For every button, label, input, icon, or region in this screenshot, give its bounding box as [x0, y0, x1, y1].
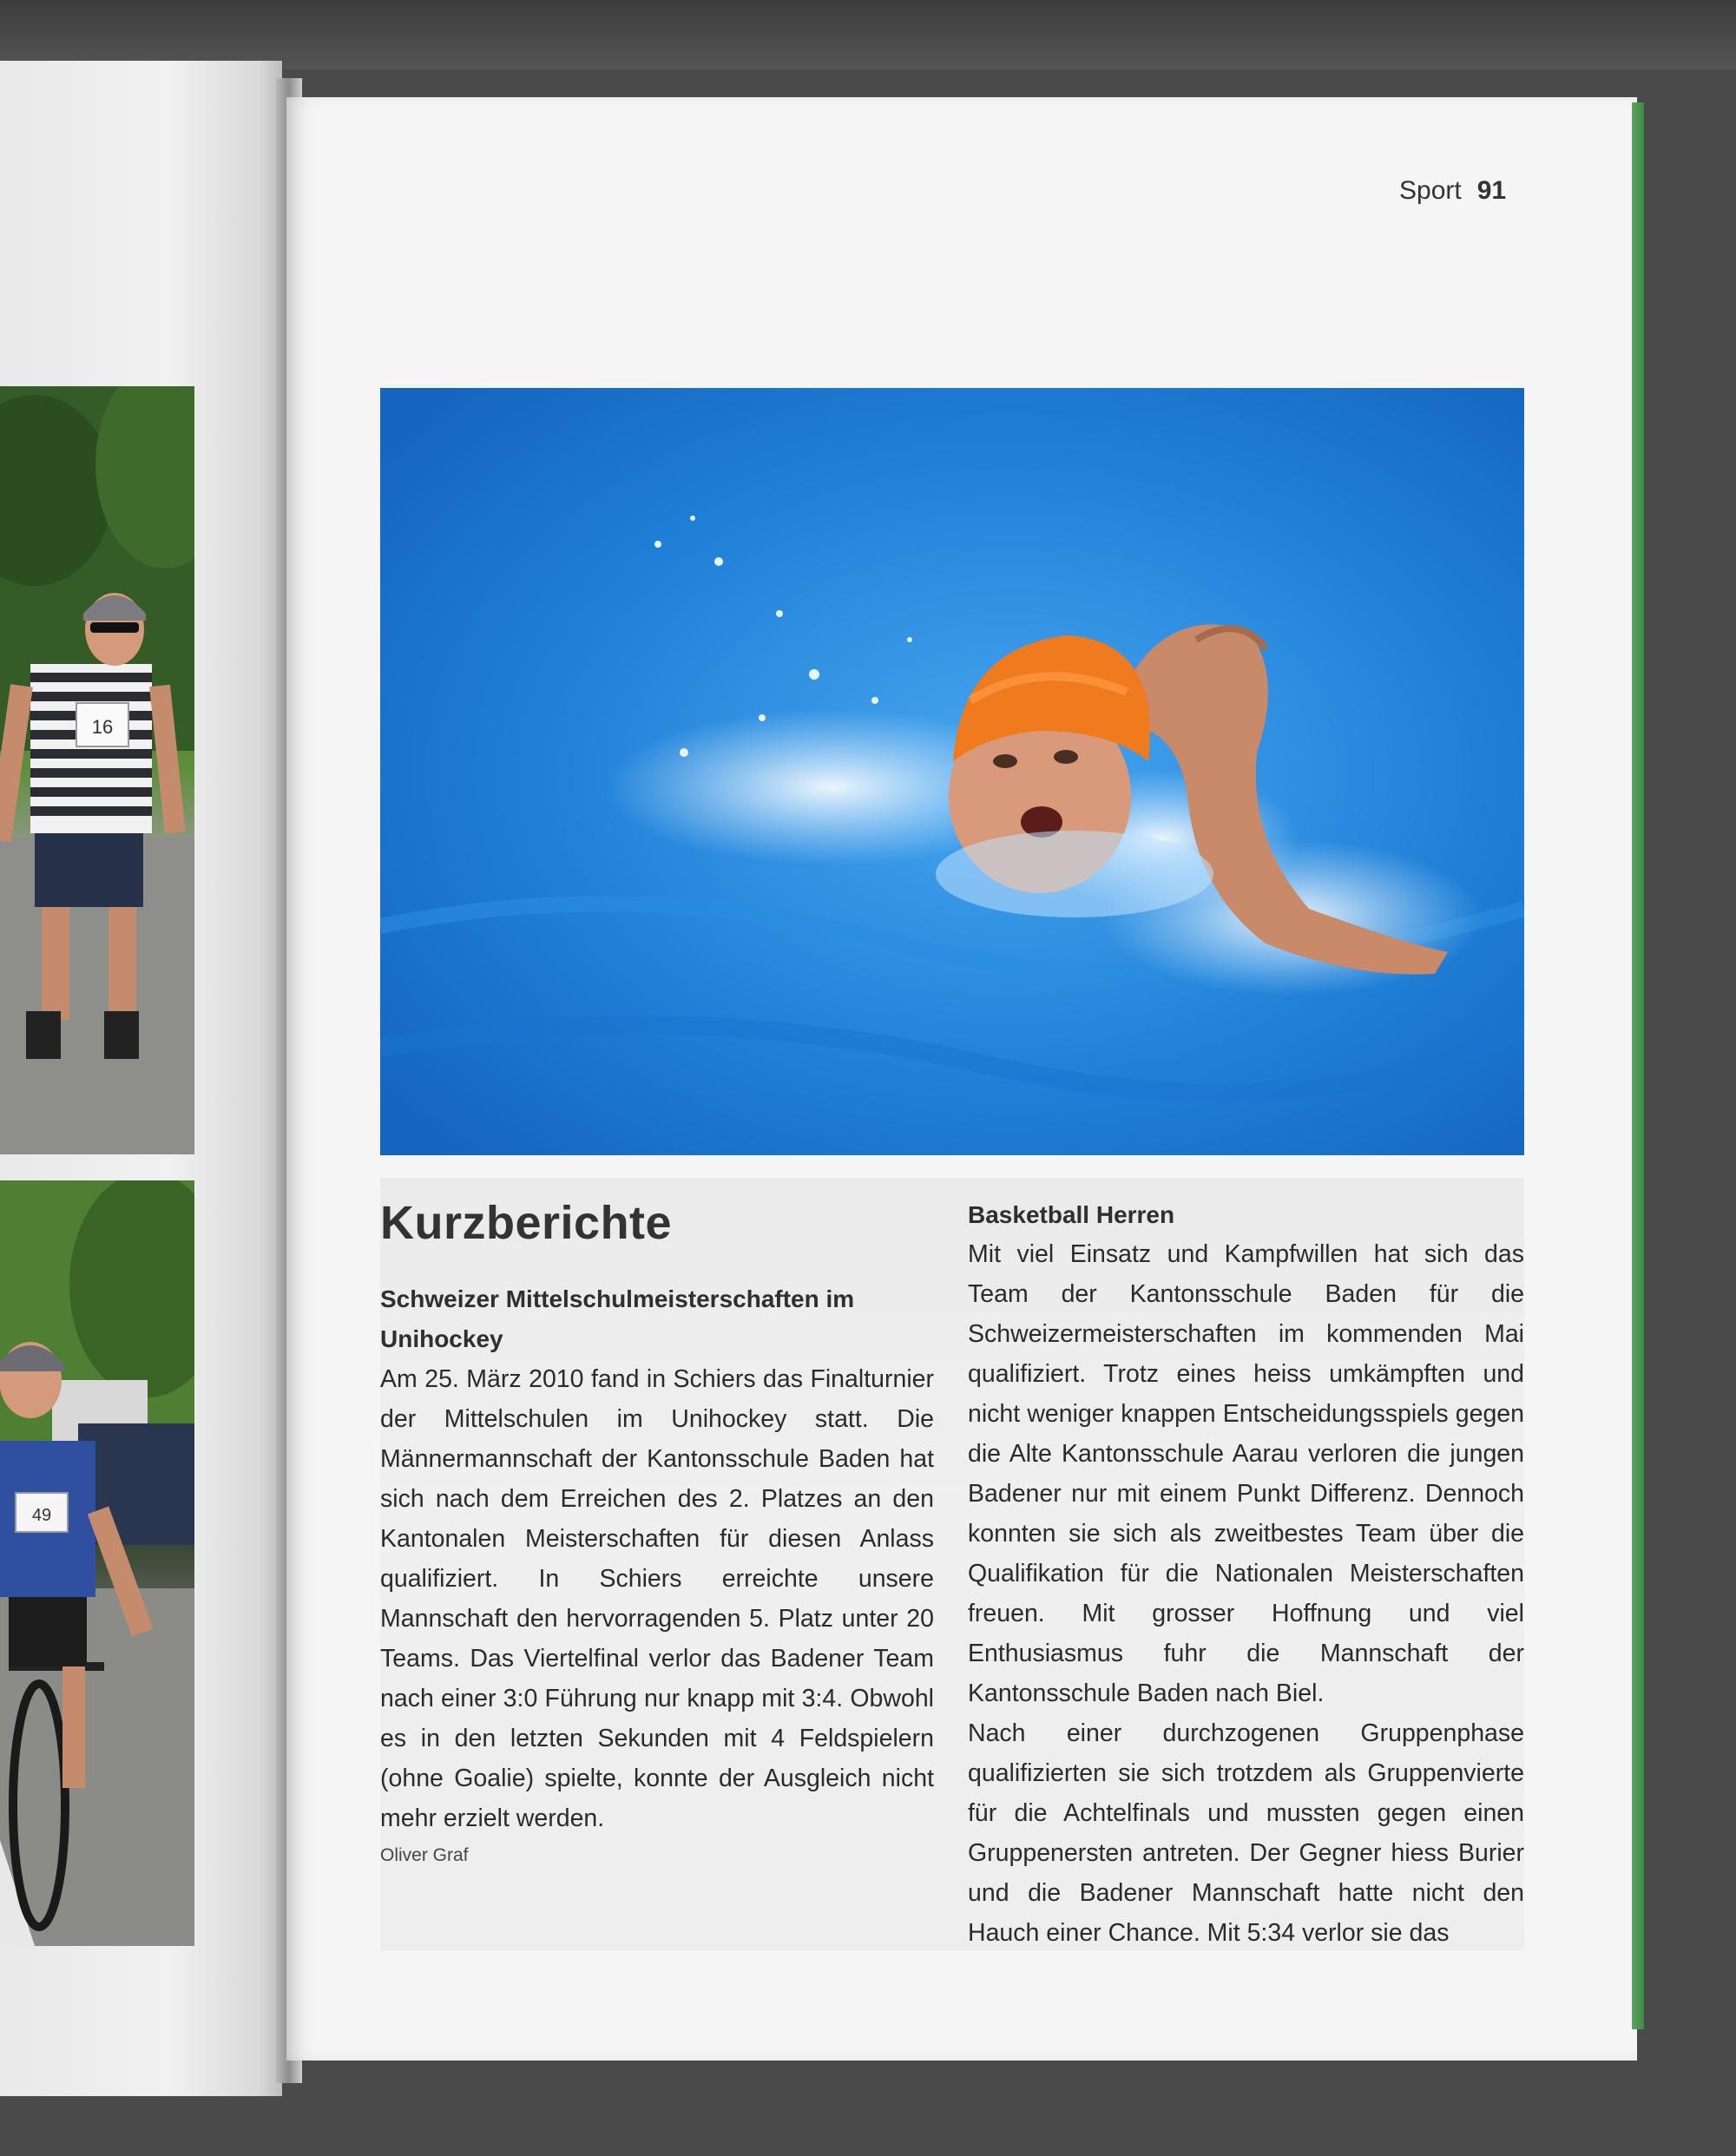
- scan-background: [0, 0, 1736, 69]
- author-name: Oliver Graf: [380, 1845, 469, 1865]
- body-unihockey: Am 25. März 2010 fand in Schiers das Finalturnier der Mittelschulen im Unihockey statt. Die Männermannschaft der Kantonsschule Baden hat sich nach dem Erreichen des 2. Platzes an den Kantonalen Meisterschaften für diesen Anlass qualifiziert. In Schiers erreichte unsere Mannschaft den hervorragenden 5. Platz unter 20 Teams. Das Viertelfinal verlor das Badener Team nach einer 3:0 Führung nur knapp mit 3:4. Obwohl es in den letzten Sekunden mit 4 Feldspielern (ohne Goalie) spielte, konnte der Ausgleich nicht mehr erzielt werden.: [380, 1365, 934, 1832]
- body-basketball-p2: Nach einer durchzogenen Gruppenphase qualifizierten sie sich trotzdem als Gruppenvierte für die Achtelfinals und mussten gegen einen Gruppenersten antreten. Der Gegner hiess Burier und die Badener Mannschaft hatte nicht den Hauch einer Chance. Mit 5:34 verlor sie das: [968, 1719, 1524, 1947]
- subhead-basketball: Basketball Herren: [968, 1201, 1175, 1228]
- article-column-left: [380, 1196, 934, 1866]
- running-head: [1399, 176, 1506, 206]
- section-label: Sport: [1399, 176, 1462, 205]
- article-title: Kurzberichte: [380, 1197, 673, 1249]
- photo-swimmer: [380, 388, 1524, 1155]
- swimmer-illustration: [380, 388, 1524, 1155]
- photo-cyclist: [0, 1180, 194, 1946]
- article-column-right: [968, 1196, 1524, 1953]
- cyclist-illustration: [0, 1180, 194, 1946]
- body-basketball-p1: Mit viel Einsatz und Kampfwillen hat sich das Team der Kantonsschule Baden für die Schweizermeisterschaften im kommenden Mai qualifiziert. Trotz eines heiss umkämpften und nicht weniger knappen Entscheidungsspiels gegen die Alte Kantonsschule Aarau verloren die jungen Badener nur mit einem Punkt Differenz. Dennoch konnten sie sich als zweitbestes Team über die Qualifikation für die Nationalen Meisterschaften freuen. Mit grosser Hoffnung und viel Enthusiasmus fuhr die Mannschaft der Kantonsschule Baden nach Biel.: [968, 1240, 1524, 1707]
- bib-number-16: 16: [91, 716, 114, 738]
- page-number: 91: [1476, 176, 1507, 205]
- bib-number-49: 49: [31, 1506, 52, 1525]
- photo-inline-skater: [0, 386, 194, 1154]
- inline-skater-illustration: [0, 386, 194, 1154]
- subhead-unihockey: Schweizer Mittelschulmeisterschaften im Unihockey: [380, 1285, 855, 1352]
- page-edge-green: [1632, 102, 1644, 2029]
